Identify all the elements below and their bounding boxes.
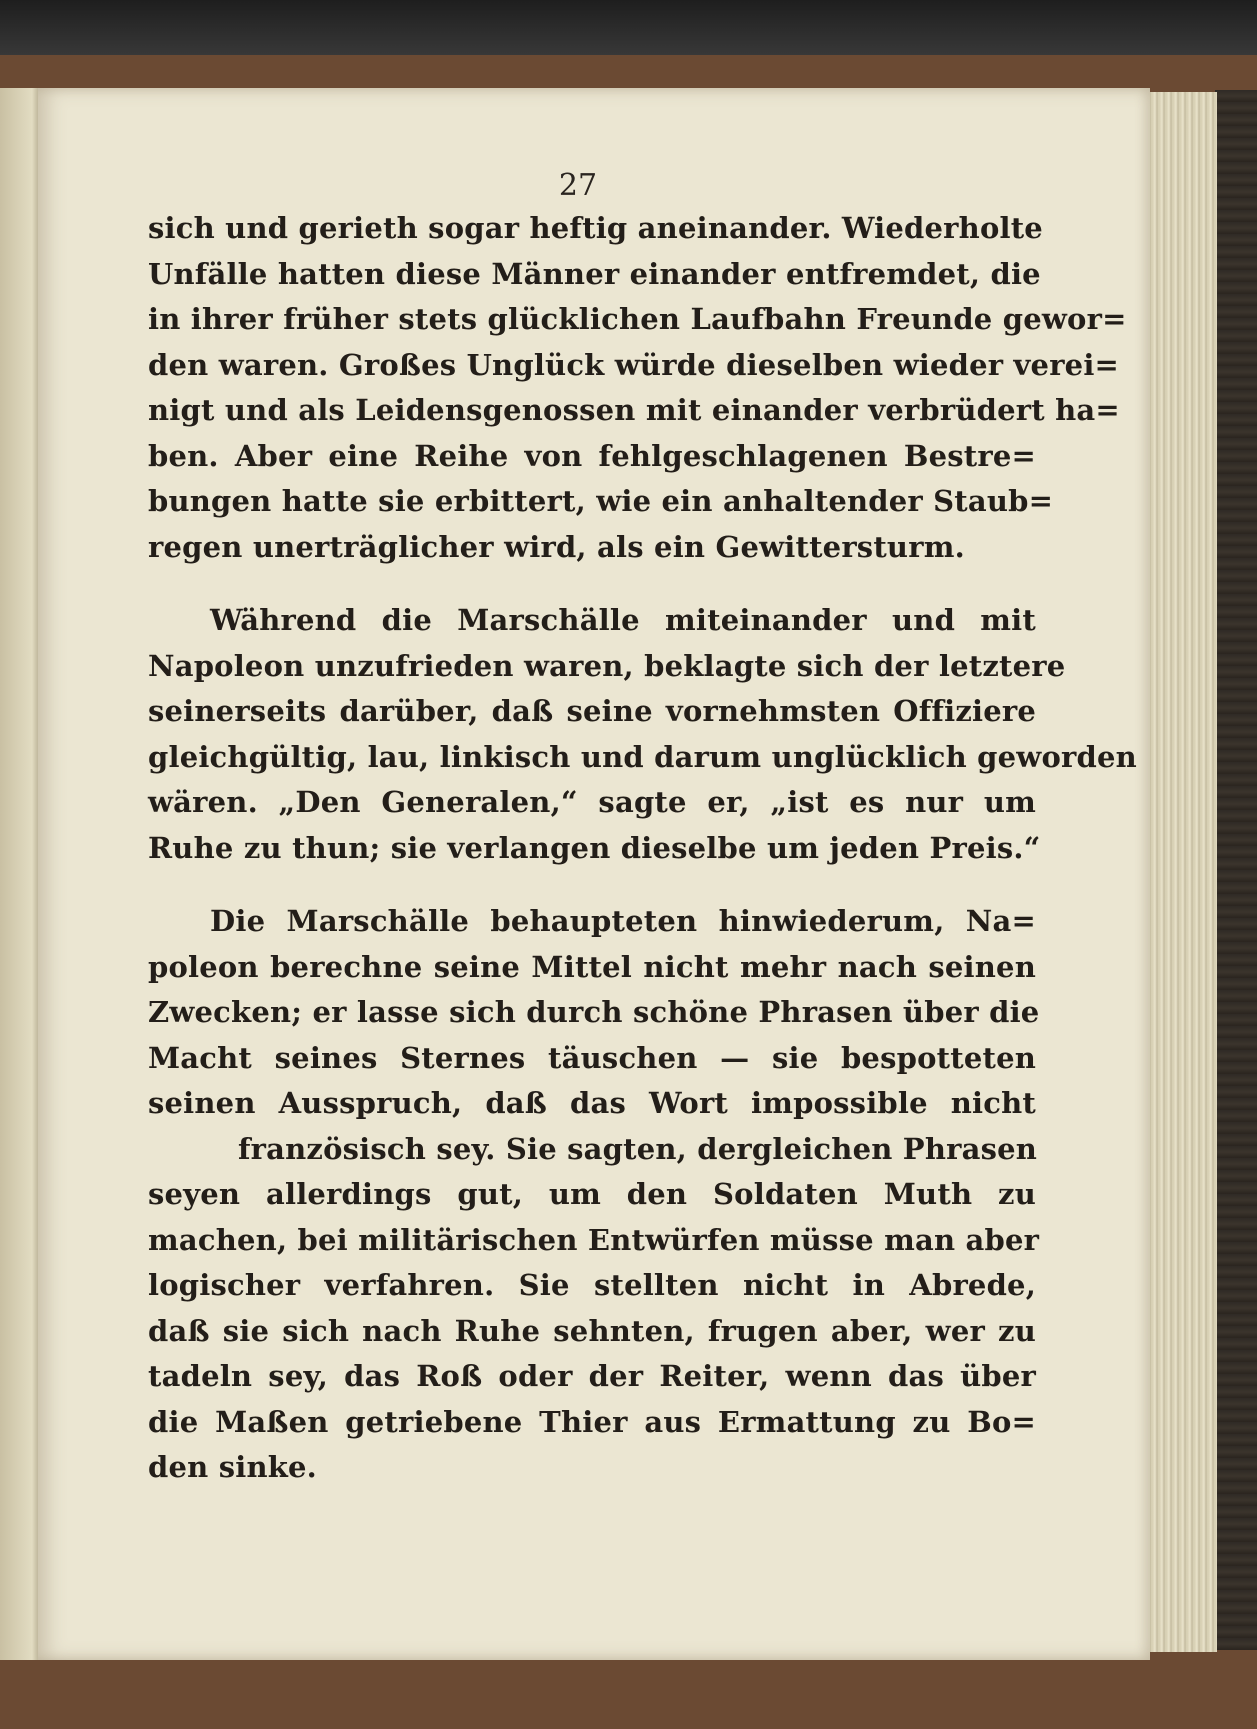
text-line: daß sie sich nach Ruhe sehnten, frugen aber, wer zu — [148, 1313, 1036, 1348]
text-line: seinen Ausspruch, daß das Wort impossible nicht — [148, 1086, 1036, 1120]
text-line: Während die Marschälle miteinander und mit — [210, 603, 1036, 637]
paragraph-2 — [148, 598, 1137, 871]
text-line: machen, bei militärischen Entwürfen müsse man aber — [148, 1222, 1040, 1257]
paragraph-1 — [148, 206, 1127, 570]
page-number: 27 — [558, 168, 598, 203]
paragraph-gap — [148, 570, 1036, 598]
text-line: wären. „Den Generalen,“ sagte er, „ist es nur um — [148, 785, 1036, 819]
page-text — [148, 206, 1137, 1491]
text-line: poleon berechne seine Mittel nicht mehr nach seinen — [148, 949, 1036, 984]
text-line: nigt und als Leidensgenossen mit einander verbrüdert ha= — [148, 393, 1120, 427]
text-line: bungen hatte sie erbittert, wie ein anhaltender Staub= — [148, 484, 1054, 518]
text-line: ben. Aber eine Reihe von fehlgeschlagenen Bestre= — [148, 438, 1036, 473]
text-line: logischer verfahren. Sie stellten nicht in Abrede, — [148, 1268, 1036, 1302]
text-line: sich und gerieth sogar heftig aneinander. Wiederholte — [148, 211, 1043, 245]
text-line: regen unerträglicher wird, als ein Gewittersturm. — [148, 529, 965, 564]
scan-background — [0, 0, 1257, 60]
text-line: seyen allerdings gut, um den Soldaten Muth zu — [148, 1177, 1036, 1211]
book-spine-edge — [1215, 90, 1257, 1650]
text-line: Die Marschälle behaupteten hinwiederum, Na= — [210, 904, 1036, 938]
text-line: seinerseits darüber, daß seine vornehmsten Offiziere — [148, 694, 1036, 728]
text-line: die Maßen getriebene Thier aus Ermattung zu Bo= — [148, 1404, 1036, 1439]
text-line: Ruhe zu thun; sie verlangen dieselbe um jeden Preis.“ — [148, 830, 1041, 865]
text-line: Macht seines Sternes täuschen — sie bespotteten — [148, 1040, 1036, 1075]
text-line: Napoleon unzufrieden waren, beklagte sich der letztere — [148, 648, 1066, 683]
text-line: in ihrer früher stets glücklichen Laufbahn Freunde gewor= — [148, 302, 1127, 336]
text-line: Zwecken; er lasse sich durch schöne Phrasen über die — [148, 995, 1040, 1029]
book-page — [38, 88, 1150, 1660]
paragraph-3 — [148, 899, 1040, 1491]
text-line: gleichgültig, lau, linkisch und darum unglücklich geworden — [148, 739, 1137, 774]
text-line: den waren. Großes Unglück würde dieselben wieder verei= — [148, 347, 1120, 382]
left-page-edge — [0, 88, 40, 1660]
text-line: den sinke. — [148, 1450, 317, 1484]
text-line: Unfälle hatten diese Männer einander entfremdet, die — [148, 256, 1041, 291]
page-stack-edge — [1145, 92, 1217, 1652]
text-line: französisch sey. Sie sagten, dergleichen Phrasen — [238, 1131, 1038, 1166]
text-line: tadeln sey, das Roß oder der Reiter, wenn das über — [148, 1359, 1036, 1393]
paragraph-gap — [148, 871, 1036, 899]
